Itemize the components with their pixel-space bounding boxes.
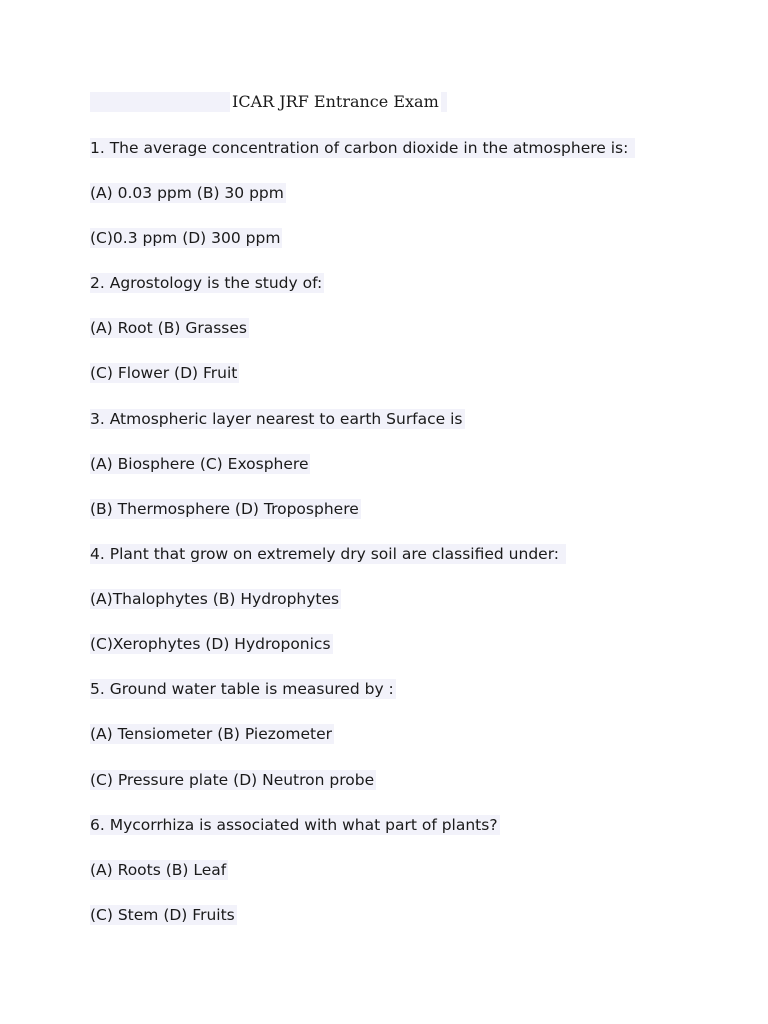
question-6-options-cd: (C) Stem (D) Fruits [90, 906, 235, 924]
question-6: 6. Mycorrhiza is associated with what part of plants? [90, 816, 498, 834]
document-title: ICAR JRF Entrance Exam [232, 92, 439, 111]
question-4-options-cd: (C)Xerophytes (D) Hydroponics [90, 635, 331, 653]
question-4-options-ab: (A)Thalophytes (B) Hydrophytes [90, 590, 340, 608]
question-2: 2. Agrostology is the study of: [90, 274, 323, 292]
question-5-options-ab: (A) Tensiometer (B) Piezometer [90, 725, 332, 743]
question-2-options-cd: (C) Flower (D) Fruit [90, 364, 238, 382]
question-1-options-cd: (C)0.3 ppm (D) 300 ppm [90, 229, 281, 247]
question-2-options-ab: (A) Root (B) Grasses [90, 319, 247, 337]
question-4: 4. Plant that grow on extremely dry soil are classified under: [90, 545, 564, 563]
question-1: 1. The average concentration of carbon dioxide in the atmosphere is: [90, 139, 634, 157]
question-3-options-ac: (A) Biosphere (C) Exosphere [90, 455, 309, 473]
question-1-options-ab: (A) 0.03 ppm (B) 30 ppm [90, 184, 284, 202]
question-5: 5. Ground water table is measured by : [90, 680, 394, 698]
question-3: 3. Atmospheric layer nearest to earth Surface is [90, 410, 463, 428]
title-highlight [90, 92, 447, 112]
question-3-options-bd: (B) Thermosphere (D) Troposphere [90, 500, 359, 518]
question-6-options-ab: (A) Roots (B) Leaf [90, 861, 227, 879]
question-5-options-cd: (C) Pressure plate (D) Neutron probe [90, 771, 375, 789]
